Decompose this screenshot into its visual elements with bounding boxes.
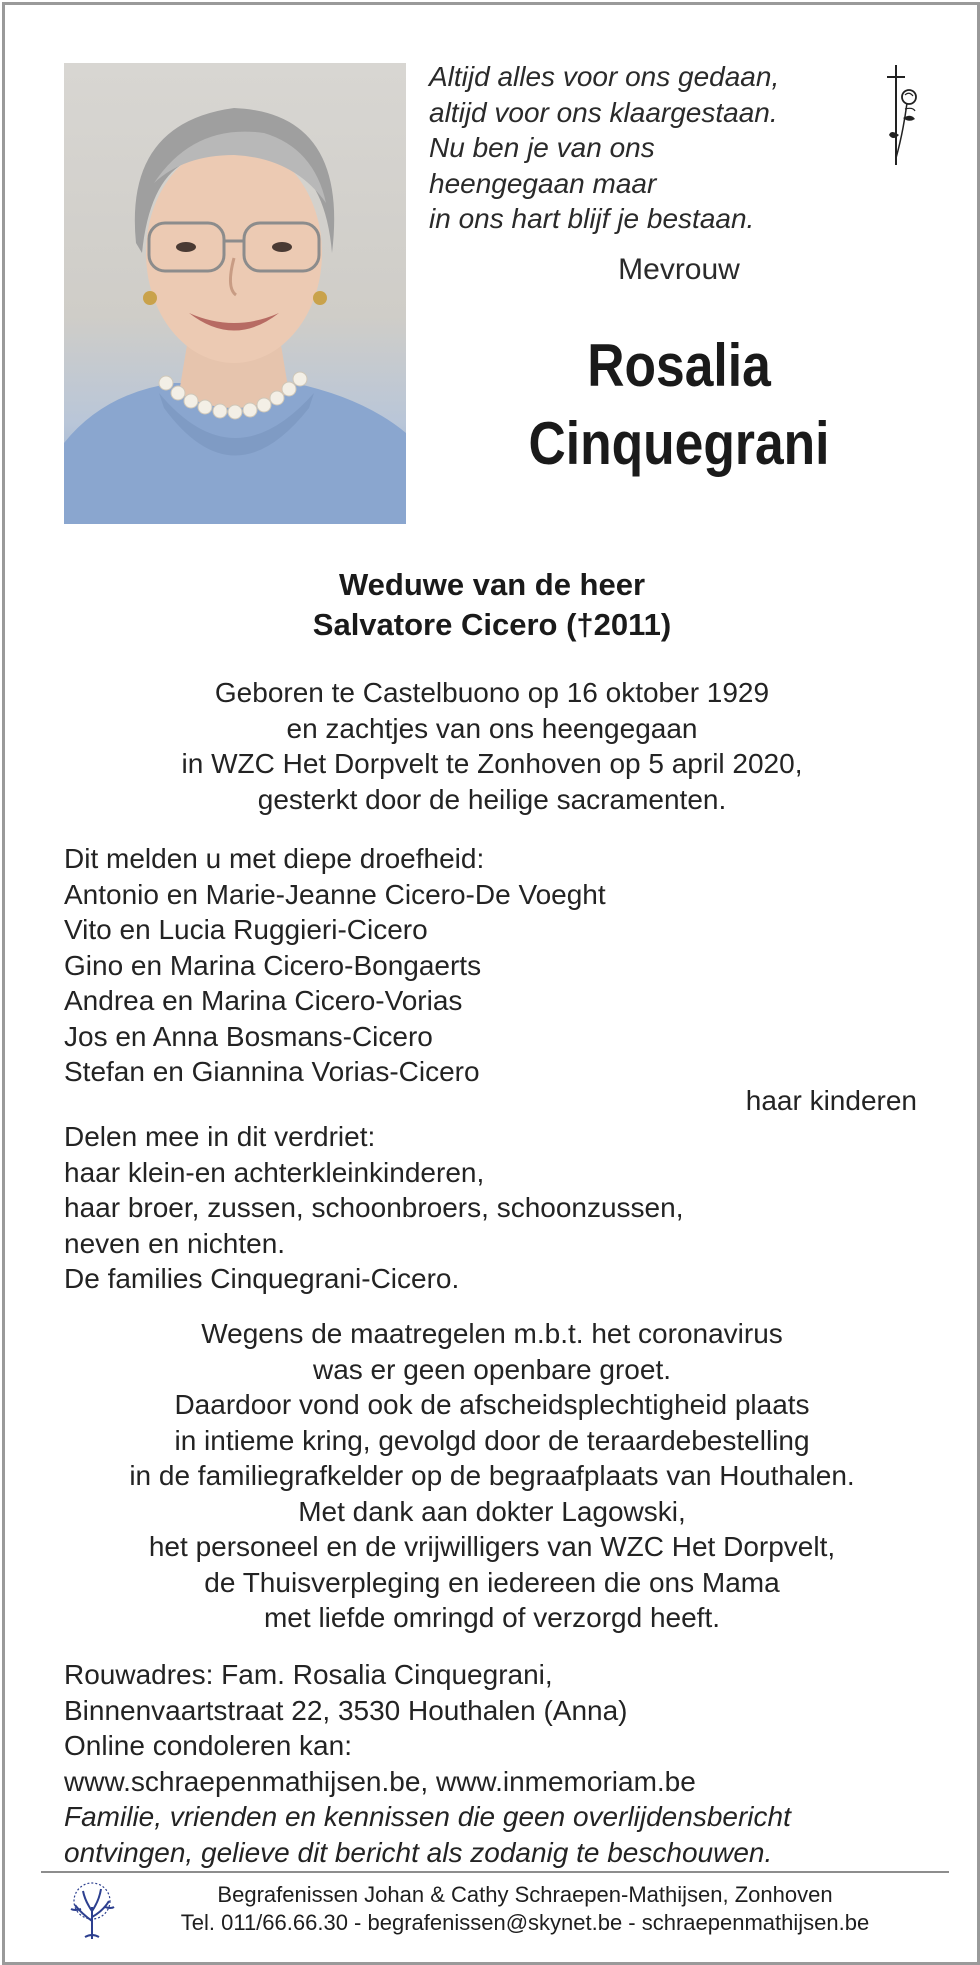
sharing-grief [64, 1119, 683, 1297]
address-line: Online condoleren kan: [64, 1730, 352, 1761]
deceased-name [464, 327, 894, 483]
footer-divider [41, 1871, 949, 1873]
poem-line: Nu ben je van ons [429, 132, 655, 163]
sharing-line: haar broer, zussen, schoonbroers, schoonzussen, [64, 1192, 684, 1223]
notice-line: in de familiegrafkelder op de begraafplaats van Houthalen. [129, 1460, 855, 1491]
first-name: Rosalia [587, 332, 771, 399]
life-line: gesterkt door de heilige sacramenten. [257, 783, 727, 815]
poem-line: in ons hart blijf je bestaan. [429, 203, 755, 234]
portrait-illustration [64, 63, 406, 524]
widow-of [5, 565, 979, 645]
child-line: Jos en Anna Bosmans-Cicero [64, 1020, 433, 1052]
notice-note-line: ontvingen, gelieve dit bericht als zodanig te beschouwen. [64, 1836, 773, 1868]
sharing-line: Delen mee in dit verdriet: [64, 1121, 376, 1152]
sharing-line: De families Cinquegrani-Cicero. [64, 1263, 460, 1294]
life-details [5, 675, 979, 817]
notice-line: het personeel en de vrijwilligers van WZC Het Dorpvelt, [148, 1531, 836, 1562]
last-name: Cinquegrani [528, 410, 830, 477]
notice-line: Daardoor vond ook de afscheidsplechtigheid plaats [174, 1389, 810, 1420]
notice-note-line: Familie, vrienden en kennissen die geen overlijdensbericht [64, 1801, 791, 1832]
child-line: Andrea en Marina Cicero-Vorias [64, 985, 463, 1016]
child-line: Antonio en Marie-Jeanne Cicero-De Voeght [64, 878, 606, 910]
life-line: in WZC Het Dorpvelt te Zonhoven op 5 april 2020, [181, 748, 803, 779]
sharing-line: haar klein-en achterkleinkinderen, [64, 1156, 485, 1188]
notice-line: Wegens de maatregelen m.b.t. het coronavirus [201, 1318, 783, 1349]
address-block [64, 1657, 791, 1870]
sharing-line: neven en nichten. [64, 1227, 286, 1259]
funeral-home-footer [125, 1881, 925, 1937]
funeral-home-name: Begrafenissen Johan & Cathy Schraepen-Mathijsen, Zonhoven [217, 1882, 833, 1907]
notice-line: was er geen openbare groet. [312, 1353, 672, 1385]
notice-line: in intieme kring, gevolgd door de teraardebestelling [174, 1424, 810, 1456]
obituary-card [2, 2, 980, 1965]
child-line: Gino en Marina Cicero-Bongaerts [64, 949, 482, 981]
portrait-photo [64, 63, 406, 524]
funeral-home-contact: Tel. 011/66.66.30 - begrafenissen@skynet.be - schraepenmathijsen.be [180, 1910, 870, 1935]
poem-line: altijd voor ons klaargestaan. [429, 96, 778, 128]
widow-line: Weduwe van de heer [338, 567, 646, 602]
announcement-intro: Dit melden u met diepe droefheid: [64, 843, 485, 874]
honorific: Mevrouw [618, 253, 740, 286]
poem [429, 59, 779, 237]
child-line: Vito en Lucia Ruggieri-Cicero [64, 914, 428, 945]
corona-notice [5, 1316, 979, 1636]
notice-line: de Thuisverpleging en iedereen die ons Mama [204, 1566, 780, 1598]
announcement [64, 841, 606, 1090]
widow-line: Salvatore Cicero (†2011) [312, 607, 672, 642]
poem-line: heengegaan maar [429, 167, 657, 199]
address-line: www.schraepenmathijsen.be, www.inmemoriam.be [64, 1765, 696, 1797]
life-line: en zachtjes van ons heengegaan [286, 712, 698, 744]
poem-line: Altijd alles voor ons gedaan, [429, 61, 780, 92]
address-line: Rouwadres: Fam. Rosalia Cinquegrani, [64, 1659, 553, 1690]
cross-with-rose-icon [881, 63, 925, 167]
children-label: haar kinderen [745, 1085, 917, 1116]
address-line: Binnenvaartstraat 22, 3530 Houthalen (Anna) [64, 1694, 628, 1726]
notice-line: Met dank aan dokter Lagowski, [298, 1495, 686, 1527]
life-line: Geboren te Castelbuono op 16 oktober 1929 [214, 677, 770, 708]
notice-line: met liefde omringd of verzorgd heeft. [263, 1602, 720, 1633]
child-line: Stefan en Giannina Vorias-Cicero [64, 1056, 480, 1087]
tree-logo-icon [67, 1881, 117, 1941]
